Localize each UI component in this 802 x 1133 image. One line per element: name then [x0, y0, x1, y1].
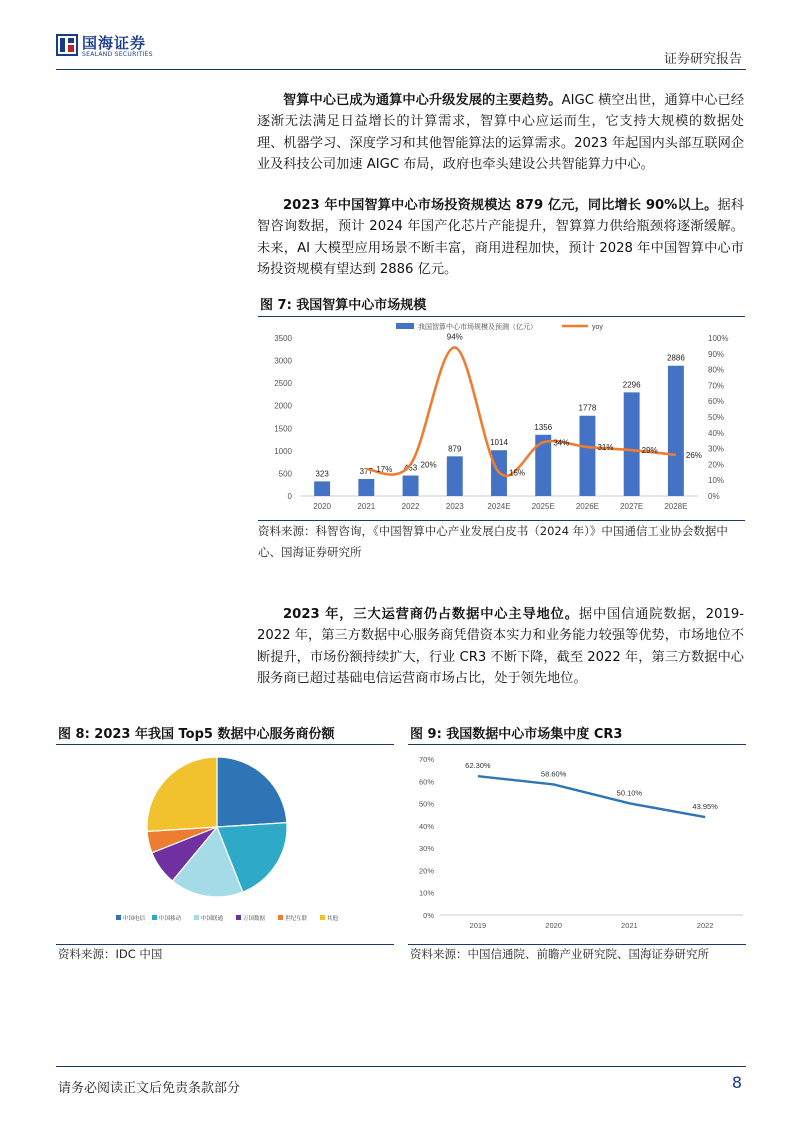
fig9-line [478, 776, 705, 817]
fig9-x-tick: 2020 [545, 921, 562, 930]
fig7-y-right-tick: 80% [708, 365, 725, 375]
fig9-title: 图 9: 我国数据中心市场集中度 CR3 [410, 727, 623, 742]
fig7-legend-bar-swatch [396, 323, 414, 329]
fig7-y-right-tick: 40% [708, 428, 725, 438]
header-divider [56, 69, 746, 70]
fig9-x-tick: 2022 [696, 921, 714, 930]
fig9-title-divider [408, 744, 746, 745]
fig7-y-left-tick: 1000 [274, 446, 292, 456]
fig8-chart [56, 747, 394, 942]
fig9-data-label: 58.60% [540, 769, 567, 779]
fig7-legend-line-label: yoy [592, 324, 603, 331]
fig9-x-tick: 2021 [621, 921, 638, 930]
fig7-bar [358, 479, 374, 496]
fig7-y-left-tick: 3000 [274, 356, 292, 366]
fig7-y-right-tick: 50% [708, 413, 725, 422]
footer-disclaimer: 请务必阅读正文后免责条款部分 [58, 1081, 241, 1096]
fig7-yoy-label: 26% [685, 450, 702, 460]
fig7-y-right-tick: 100% [708, 334, 729, 343]
fig8-legend-label: 中国电信 [123, 916, 146, 922]
fig9-chart [408, 747, 746, 942]
fig7-title-divider [258, 316, 745, 317]
fig7-x-tick: 2027E [620, 502, 644, 511]
fig7-bar-label: 1356 [534, 422, 553, 432]
fig7-yoy-label: 31% [597, 443, 614, 453]
fig9-source: 资料来源：中国信通院、前瞻产业研究院、国海证券研究所 [410, 947, 709, 961]
fig7-x-tick: 2025E [531, 502, 555, 511]
fig7-y-right-tick: 60% [708, 397, 725, 407]
fig8-pie-slice [217, 757, 287, 827]
report-type-label: 证券研究报告 [663, 52, 742, 67]
fig9-data-label: 50.10% [616, 788, 643, 798]
fig7-y-left-tick: 0 [287, 492, 292, 501]
fig7-x-tick: 2021 [357, 502, 376, 511]
fig7-y-right-tick: 10% [708, 476, 725, 486]
fig7-yoy-label: 15% [509, 468, 526, 478]
fig7-y-right-tick: 90% [708, 349, 725, 359]
fig7-y-left-tick: 3500 [274, 334, 292, 343]
paragraph-2 [257, 195, 744, 281]
fig9-y-tick: 50% [418, 799, 434, 809]
fig7-yoy-label: 17% [376, 465, 393, 475]
fig7-x-tick: 2022 [401, 502, 420, 511]
fig7-y-left-tick: 2000 [274, 401, 292, 411]
fig7-bar-label: 1778 [578, 403, 597, 413]
fig7-x-tick: 2023 [445, 502, 464, 511]
fig7-bar [314, 481, 330, 496]
fig8-legend-swatch [236, 915, 241, 920]
fig7-y-left-tick: 500 [278, 469, 292, 479]
fig7-bar-label: 879 [448, 444, 462, 454]
fig7-bar-label: 1014 [490, 438, 508, 448]
fig7-bar [668, 366, 684, 496]
fig8-legend-label: 中国移动 [159, 916, 182, 922]
paragraph-2-body: 据科智咨询数据，预计 2024 年国产化芯片产能提升，智算算力供给瓶颈将逐渐缓解。未来，AI 大模型应用场景不断丰富，商用进程加快，预计 2028 年中国智算中心市场投资规模有望达到 2886 亿元。 [257, 198, 744, 278]
logo-english-name: SEALAND SECURITIES [82, 51, 153, 58]
fig7-y-right-tick: 30% [708, 444, 725, 454]
fig7-bar [447, 456, 463, 496]
fig8-title: 图 8: 2023 年我国 Top5 数据中心服务商份额 [58, 727, 335, 742]
fig9-y-tick: 10% [418, 888, 434, 898]
paragraph-1-lead: 智算中心已成为通算中心升级发展的主要趋势。 [283, 93, 562, 108]
fig7-x-tick: 2020 [313, 502, 332, 511]
fig7-yoy-label: 94% [446, 332, 463, 342]
fig8-legend-label: 世纪互联 [285, 916, 308, 922]
fig7-legend-bar-label: 我国智算中心市场规模及预测（亿元） [418, 324, 537, 331]
fig9-y-tick: 20% [418, 866, 434, 876]
fig7-chart [258, 318, 745, 518]
fig7-yoy-label: 34% [553, 438, 570, 448]
fig7-bar-label: 377 [359, 466, 374, 476]
paragraph-1 [257, 90, 744, 176]
fig8-legend-swatch [194, 915, 199, 920]
fig7-x-tick: 2028E [664, 502, 688, 511]
fig9-data-label: 62.30% [465, 761, 491, 771]
fig7-y-right-tick: 0% [708, 492, 720, 501]
fig9-y-tick: 60% [418, 777, 434, 787]
fig7-bar-label: 453 [403, 463, 418, 473]
fig8-pie-slice [147, 757, 217, 831]
fig7-bar-label: 2886 [666, 353, 685, 363]
fig7-bar [579, 416, 595, 496]
fig7-y-right-tick: 70% [708, 381, 725, 391]
paragraph-1-body: AIGC 横空出世，通算中心已经逐渐无法满足日益增长的计算需求，智算中心应运而生，它支持大规模的数据处理、机器学习、深度学习和其他智能算法的运算需求。2023 年起国内头部互联网企业及科技公司加速 AIGC 布局，政府也牵头建设公共智能算力中心。 [257, 93, 745, 173]
fig9-x-tick: 2019 [469, 921, 487, 930]
fig7-bar [403, 476, 419, 496]
fig7-y-left-tick: 1500 [274, 424, 292, 434]
paragraph-3-lead: 2023 年，三大运营商仍占数据中心主导地位。 [283, 607, 579, 622]
logo-chinese-name: 国海证券 [82, 34, 147, 52]
fig9-y-tick: 0% [423, 911, 434, 920]
paragraph-2-lead: 2023 年中国智算中心市场投资规模达 879 亿元，同比增长 90%以上。 [283, 198, 718, 213]
fig7-yoy-label: 20% [420, 460, 437, 470]
fig7-y-left-tick: 2500 [274, 379, 292, 389]
fig9-data-label: 43.95% [692, 802, 718, 812]
fig7-bar-label: 2296 [622, 380, 641, 390]
fig8-legend-swatch [320, 915, 325, 920]
footer-divider [56, 1066, 746, 1067]
fig7-x-tick: 2026E [575, 502, 600, 511]
page-number: 8 [731, 1073, 742, 1092]
fig8-title-divider [56, 744, 394, 745]
fig8-legend-label: 中国联通 [201, 916, 224, 922]
paragraph-3-body: 据中国信通院数据，2019-2022 年，第三方数据中心服务商凭借资本实力和业务能力较强等优势，市场地位不断提升，市场份额持续扩大，行业 CR3 不断下降，截至 2022 年，第三方数据中心服务商已超过基础电信运营商市场占比，处于领先地位。 [257, 607, 745, 687]
fig8-legend-label: 其他 [327, 916, 339, 922]
fig8-source: 资料来源：IDC 中国 [58, 947, 163, 961]
fig7-source: 资料来源：科智咨询，《中国智算中心产业发展白皮书（2024 年）》中国通信工业协会数据中心、国海证券研究所 [258, 524, 728, 559]
fig9-y-tick: 40% [418, 821, 434, 831]
fig7-x-tick: 2024E [487, 502, 511, 511]
fig7-yoy-label: 29% [641, 446, 658, 456]
header-logo [56, 32, 206, 64]
fig7-y-right-tick: 20% [708, 460, 725, 470]
fig9-y-tick: 30% [418, 844, 434, 854]
fig8-legend-swatch [152, 915, 157, 920]
paragraph-3 [257, 604, 744, 690]
sealand-logo-icon [56, 34, 78, 56]
fig7-bar [624, 392, 640, 496]
fig9-y-tick: 70% [418, 755, 434, 764]
fig8-legend-label: 万国数据 [243, 916, 266, 922]
fig8-legend-swatch [116, 915, 121, 920]
fig8-legend-swatch [278, 915, 283, 920]
fig7-bar-label: 323 [315, 469, 329, 479]
fig7-title: 图 7: 我国智算中心市场规模 [260, 298, 427, 313]
